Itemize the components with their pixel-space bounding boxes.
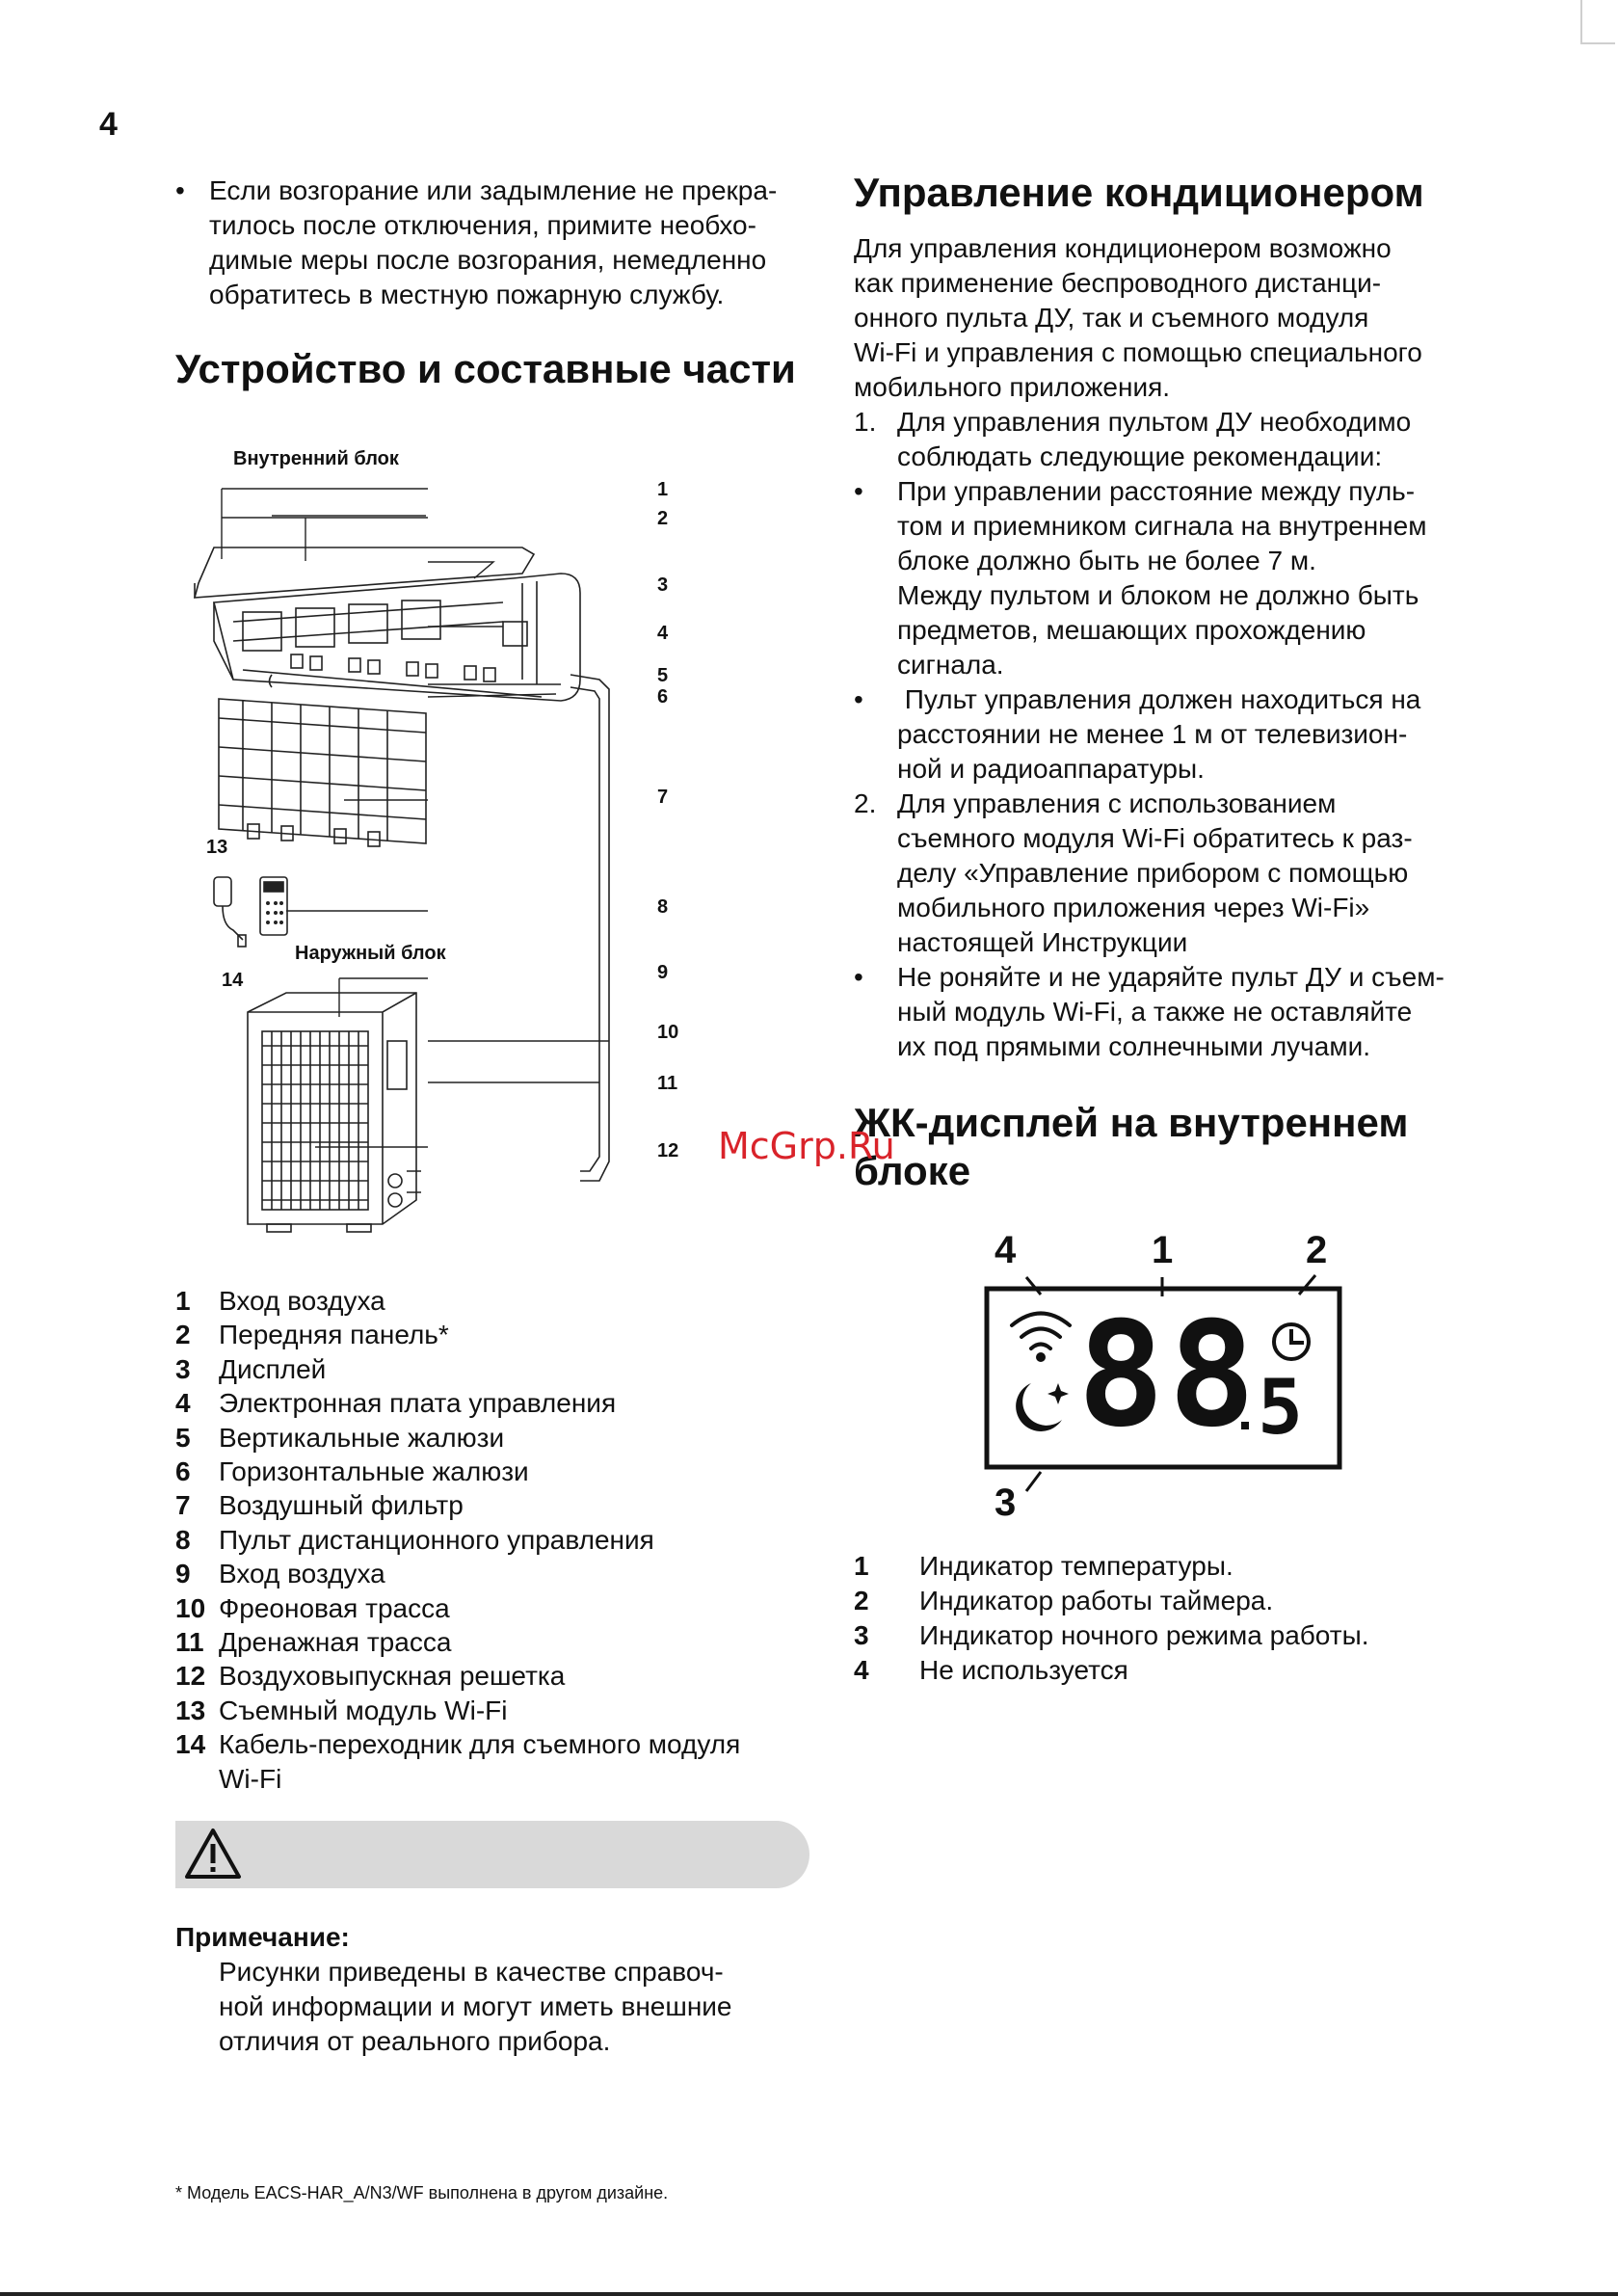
list-item: 12 Воздуховыпускная решетка	[175, 1661, 566, 1692]
section-title-device: Устройство и составные части	[175, 346, 796, 391]
callout-10: 10	[657, 1022, 679, 1043]
note-title: Примечание:	[175, 1922, 350, 1952]
wifi-module-shape	[214, 877, 231, 906]
list-item: 5 Вертикальные жалюзи	[175, 1422, 505, 1453]
list-item: 14 Кабель-переходник для съемного модуля	[175, 1729, 741, 1760]
wifi-icon	[1012, 1314, 1070, 1361]
footnote: * Модель EACS-HAR_A/N3/WF выполнена в другом дизайне.	[175, 2183, 669, 2203]
list-item: 6 Горизонтальные жалюзи	[175, 1456, 529, 1487]
callout-4: 4	[657, 623, 669, 644]
control-intro-line: мобильного приложения.	[854, 372, 1171, 402]
list-item: 4 Не используется	[854, 1655, 1128, 1685]
callout-3: 3	[657, 574, 669, 596]
callout-9: 9	[657, 962, 669, 983]
intro-line: Если возгорание или задымление не прекра-	[209, 175, 778, 205]
device-diagram	[175, 439, 696, 1268]
lcd-indicator-list	[854, 1549, 1528, 1688]
callout-6: 6	[657, 686, 669, 707]
list-item-continuation: Wi-Fi	[219, 1763, 282, 1794]
warning-triangle-icon	[183, 1827, 243, 1881]
control-bullet-1: • При управлении расстояние между пуль- том и приемником сигнала на внутреннем блоке должно быть не более 7 м. Между пультом и блоком не должно быть предметов, мешающих прохождению сигнала.	[854, 476, 1427, 680]
section-title-control: Управление кондиционером	[854, 170, 1424, 215]
outdoor-unit-shape	[248, 993, 421, 1232]
intro-line: обратитесь в местную пожарную службу.	[209, 280, 725, 309]
callout-5: 5	[657, 665, 669, 686]
list-item: 2 Передняя панель*	[175, 1320, 449, 1350]
parts-list	[175, 1284, 811, 1796]
pipes	[570, 675, 609, 1181]
callout-11: 11	[657, 1073, 678, 1094]
list-item: 7 Воздушный фильтр	[175, 1490, 464, 1521]
control-intro-line: онного пульта ДУ, так и съемного модуля	[854, 303, 1369, 333]
list-item: 9 Вход воздуха	[175, 1559, 385, 1589]
intro-bullet	[175, 174, 811, 312]
air-filter-shape	[219, 699, 426, 846]
list-item: 8 Пульт дистанционного управления	[175, 1524, 654, 1555]
control-bullet-2: • Пульт управления должен находиться на расстоянии не менее 1 м от телевизион- ной и радиоаппаратуры.	[854, 684, 1421, 784]
watermark: McGrp.Ru	[718, 1125, 895, 1167]
list-item: 4 Электронная плата управления	[175, 1388, 617, 1419]
list-item: 1 Вход воздуха	[175, 1286, 385, 1316]
outdoor-unit-label: Наружный блок	[295, 943, 446, 964]
control-item-1: 1. Для управления пультом ДУ необходимо соблюдать следующие рекомендации:	[854, 407, 1412, 471]
callout-13: 13	[206, 837, 228, 858]
control-text	[854, 231, 1528, 1064]
control-bullet-3: • Не роняйте и не ударяйте пульт ДУ и съем- ный модуль Wi-Fi, а также не оставляйте их под прямыми солнечными лучами.	[854, 962, 1445, 1061]
note-block	[175, 1920, 811, 2059]
bullet-marker: •	[175, 175, 185, 205]
timer-clock-icon	[1274, 1324, 1309, 1359]
lcd-callout-4: 4	[995, 1229, 1017, 1271]
lcd-big-digits: 88	[1077, 1292, 1260, 1459]
control-intro-line: Wi-Fi и управления с помощью специального	[854, 337, 1422, 367]
lcd-callout-1: 1	[1152, 1229, 1174, 1271]
list-item: 11 Дренажная трасса	[175, 1627, 452, 1658]
intro-line: тилось после отключения, примите необхо-	[209, 210, 756, 240]
callout-14: 14	[222, 970, 244, 991]
remote-control-shape	[260, 877, 287, 935]
lcd-callout-3: 3	[995, 1482, 1017, 1524]
control-intro-line: Для управления кондиционером возможно	[854, 233, 1392, 263]
list-item: 3 Дисплей	[175, 1353, 327, 1384]
section-title-lcd: ЖК-дисплей на внутреннем блоке	[854, 1100, 1409, 1193]
callout-12: 12	[657, 1140, 679, 1161]
lcd-callout-2: 2	[1306, 1229, 1328, 1271]
lcd-small-digit: 5	[1258, 1365, 1303, 1452]
bottom-rule	[0, 2292, 1618, 2296]
control-intro-line: как применение беспроводного дистанци-	[854, 268, 1382, 298]
callout-2: 2	[657, 508, 669, 529]
page-number: 4	[99, 106, 118, 143]
indoor-unit-label: Внутренний блок	[233, 448, 399, 469]
note-line: отличия от реального прибора.	[219, 2026, 611, 2056]
moon-star-icon	[1016, 1383, 1069, 1431]
intro-line: димые меры после возгорания, немедленно	[209, 245, 767, 275]
callout-1: 1	[657, 479, 669, 500]
control-item-2: 2. Для управления с использованием съемного модуля Wi-Fi обратитесь к раз- делу «Управление прибором с помощью мобильного приложения через Wi-Fi» настоящей Инструкции	[854, 788, 1413, 957]
list-item: 10 Фреоновая трасса	[175, 1592, 450, 1623]
callout-8: 8	[657, 896, 669, 918]
note-line: Рисунки приведены в качестве справоч-	[219, 1957, 724, 1987]
note-line: ной информации и могут иметь внешние	[219, 1991, 732, 2021]
warning-bar	[175, 1821, 809, 1888]
callout-7: 7	[657, 787, 669, 808]
list-item: 1 Индикатор температуры.	[854, 1551, 1233, 1581]
list-item: 3 Индикатор ночного режима работы.	[854, 1620, 1369, 1650]
corner-crop-mark	[1580, 0, 1615, 44]
list-item: 2 Индикатор работы таймера.	[854, 1586, 1274, 1615]
list-item: 13 Съемный модуль Wi-Fi	[175, 1695, 508, 1725]
